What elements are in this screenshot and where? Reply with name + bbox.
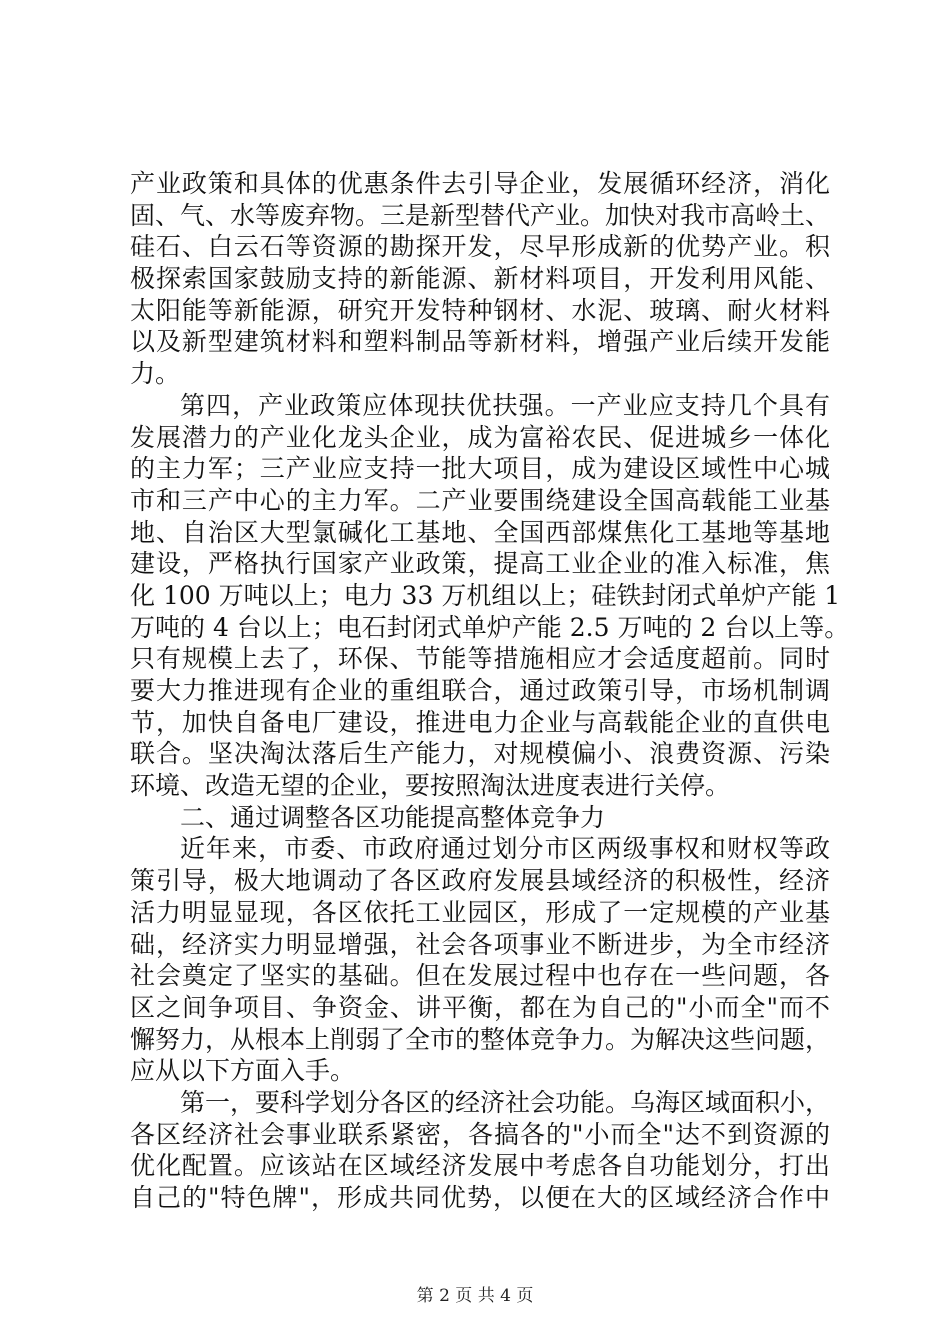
text-line: 的主力军；三产业应支持一批大项目，成为建设区域性中心城 [130,454,830,484]
text-line: 化 100 万吨以上；电力 33 万机组以上；硅铁封闭式单炉产能 1 [130,580,841,610]
text-line: 策引导，极大地调动了各区政府发展县域经济的积极性，经济 [130,866,830,896]
text-line: 懈努力，从根本上削弱了全市的整体竞争力。为解决这些问题， [130,1024,831,1054]
text-line: 第四，产业政策应体现扶优扶强。一产业应支持几个具有 [180,390,830,420]
text-line: 太阳能等新能源，研究开发特种钢材、水泥、玻璃、耐火材料 [130,295,830,325]
text-line: 力。 [130,359,181,389]
text-line: 近年来，市委、市政府通过划分市区两级事权和财权等政 [180,834,830,864]
text-line: 社会奠定了坚实的基础。但在发展过程中也存在一些问题，各 [130,961,830,991]
text-line: 万吨的 4 台以上；电石封闭式单炉产能 2.5 万吨的 2 台以上等。 [130,612,850,642]
text-line: 市和三产中心的主力军。二产业要围绕建设全国高载能工业基 [130,485,830,515]
text-line: 节，加快自备电厂建设，推进电力企业与高载能企业的直供电 [130,707,830,737]
text-line: 环境、改造无望的企业，要按照淘汰进度表进行关停。 [130,771,731,801]
text-line: 以及新型建筑材料和塑料制品等新材料，增强产业后续开发能 [130,327,830,357]
text-line: 联合。坚决淘汰落后生产能力，对规模偏小、浪费资源、污染 [130,739,830,769]
text-line: 活力明显显现，各区依托工业园区，形成了一定规模的产业基 [130,897,830,927]
body-text [130,168,850,1214]
text-line: 固、气、水等废弃物。三是新型替代产业。加快对我市高岭土、 [130,200,831,230]
text-line: 地、自治区大型氯碱化工基地、全国西部煤焦化工基地等基地 [130,517,830,547]
text-line: 应从以下方面入手。 [130,1056,356,1086]
text-line: 发展潜力的产业化龙头企业，成为富裕农民、促进城乡一体化 [130,422,830,452]
text-line: 各区经济社会事业联系紧密，各搞各的"小而全"达不到资源的 [130,1119,830,1149]
text-line: 产业政策和具体的优惠条件去引导企业，发展循环经济，消化 [130,169,830,198]
text-line: 建设，严格执行国家产业政策，提高工业企业的准入标准，焦 [130,549,830,579]
text-line: 础，经济实力明显增强，社会各项事业不断进步，为全市经济 [130,929,830,959]
text-line: 极探索国家鼓励支持的新能源、新材料项目，开发利用风能、 [130,264,830,294]
page-footer: 第 2 页 共 4 页 [416,1286,534,1306]
text-line: 区之间争项目、争资金、讲平衡，都在为自己的"小而全"而不 [130,992,830,1022]
text-line: 自己的"特色牌"，形成共同优势，以便在大的区域经济合作中 [130,1183,830,1212]
text-line: 硅石、白云石等资源的勘探开发，尽早形成新的优势产业。积 [130,232,830,262]
text-line: 第一，要科学划分各区的经济社会功能。乌海区域面积小， [180,1087,831,1117]
text-line: 二、通过调整各区功能提高整体竞争力 [180,802,606,832]
text-line: 要大力推进现有企业的重组联合，通过政策引导，市场机制调 [130,676,830,705]
text-line: 只有规模上去了，环保、节能等措施相应才会适度超前。同时 [130,644,830,674]
text-line: 优化配置。应该站在区域经济发展中考虑各自功能划分，打出 [130,1151,830,1181]
